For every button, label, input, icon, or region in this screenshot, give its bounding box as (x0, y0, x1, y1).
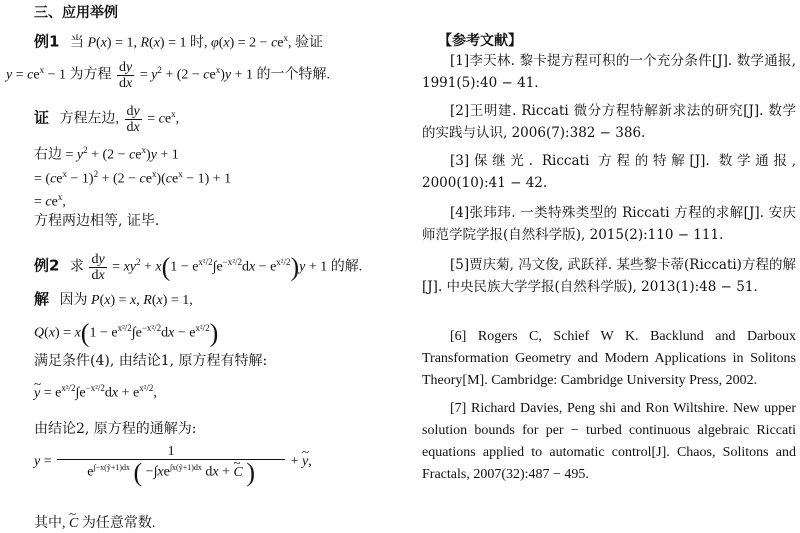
example2-line: 例2 求 $\frac{dy}{dx}$ = $xy^2 + x(1 - e^{x^2/2}\int e^{-x^2/2}dx - e^{x^2/2})y + 1$ 的解. (34, 252, 363, 283)
proof-line4: = $ce^x$, (34, 192, 66, 210)
reference-1: [1]李天林. 黎卡提方程可积的一个充分条件[J]. 数学通报, 1991(5):40 − 41. (422, 53, 796, 91)
example1-line2: $y = ce^x - 1$ 为方程 $\frac{dy}{dx}$ = $y^2 + (2 - ce^x)y + 1$ 的一个特解. (6, 60, 330, 91)
reference-2: [2]王明建. Riccati 微分方程特解新求法的研究[J]. 数学的实践与认识, 2006(7):382 − 386. (422, 103, 796, 141)
reference-4: [4]张玮玮. 一类特殊类型的 Riccati 方程的求解[J]. 安庆师范学院学报(自然科学版), 2015(2):110 − 111. (422, 205, 796, 243)
example1-line1: 例1 当 P(x) = 1, R(x) = 1 时, $\varphi(x) = 2 - ce^x$, 验证 (34, 32, 323, 51)
proof-line2: 右边 = $y^2 + (2 - ce^x)y + 1$ (34, 145, 179, 163)
reference-6: [6] Rogers C, Schief W K. Backlund and Darboux Transformation Geometry and Modern Applications in Solitons Theory[M]. Cambridge: Cambridge University Press, 2002. (422, 329, 796, 388)
solution-line3: 满足条件(4), 由结论1, 原方程有特解: (34, 353, 268, 369)
solution-line4: ~ $y = e^{x^2/2}\int e^{-x^2/2}dx + e^{x^2/2}$, (34, 379, 157, 403)
solution-line5: 由结论2, 原方程的通解为: (34, 421, 197, 437)
solution-line2: $Q(x) = x(1 - e^{x^2/2}\int e^{-x^2/2}dx - e^{x^2/2})$ (34, 318, 219, 348)
example2-label: 例2 (34, 256, 60, 275)
reference-5: [5]贾庆菊, 冯文俊, 武跃祥. 某些黎卡蒂(Riccati)方程的解[J]. 中央民族大学学报(自然科学版), 2013(1):48 − 51. (422, 257, 796, 295)
references-heading: 【参考文献】 (438, 33, 522, 49)
proof-conclusion: 方程两边相等, 证毕. (34, 213, 160, 229)
reference-7: [7] Richard Davies, Peng shi and Ron Wiltshire. New upper solution bounds for per − turbed continuous algebraic Riccati equations applied to automatic control[J]. Chaos, Solitons and Fractals, 2007(32):487 − 495. (422, 401, 796, 482)
reference-3: [3]保继光. Riccati 方程的特解[J]. 数学通报, 2000(10):41 − 42. (422, 153, 796, 191)
solution-line1: 解 因为 P(x) = x, R(x) = 1, (34, 290, 193, 308)
proof-line1: 证 方程左边, $\frac{dy}{dx}$ = $ce^x$, (34, 104, 180, 135)
solution-label: 解 (34, 290, 50, 308)
section-heading: 三、应用举例 (34, 5, 118, 21)
proof-label: 证 (34, 108, 50, 127)
general-solution: y = $\frac{1}{e^{\int-x(ỹ+1)dx} ( -\int xe^{\int x(ỹ+1)dx} dx + \sim C )}$ + ~ y, (34, 444, 312, 496)
solution-line7: 其中, ~ C 为任意常数. (34, 515, 155, 533)
proof-line3: = $(ce^x - 1)^2 + (2 - ce^x)(ce^x - 1) + 1$ (34, 169, 232, 187)
